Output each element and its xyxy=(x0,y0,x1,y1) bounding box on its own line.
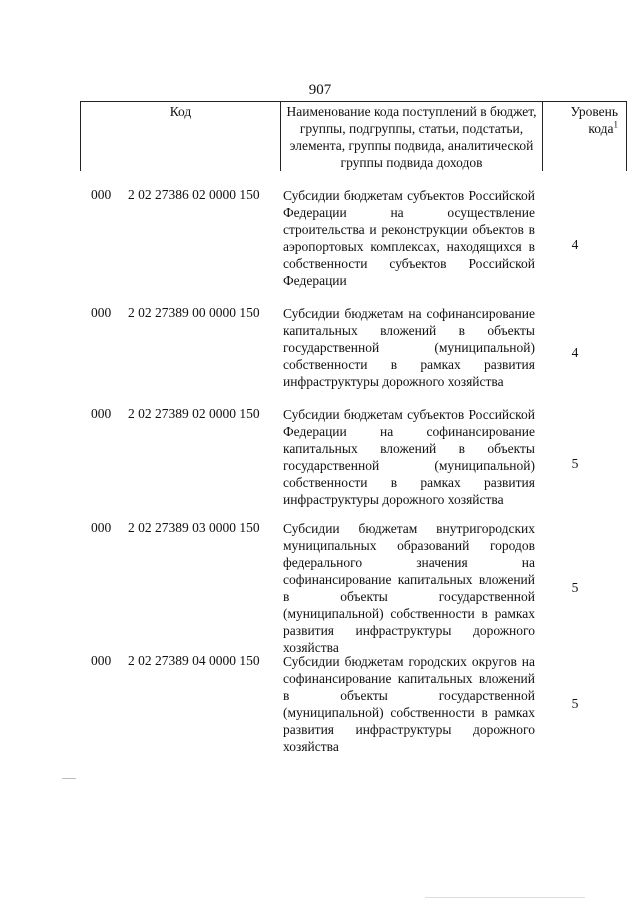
header-level xyxy=(543,102,626,171)
admin-code: 000 xyxy=(91,187,112,202)
level-value: 4 xyxy=(571,345,579,360)
revenue-code: 2 02 27389 02 0000 150 xyxy=(128,406,260,421)
level-value: 5 xyxy=(571,580,579,595)
header-name: Наименование кода поступлений в бюджет, группы, подгруппы, статьи, подстатьи, элемента, группы подвида, аналитической группы подвида доходов xyxy=(281,102,543,171)
level-value: 4 xyxy=(571,237,579,252)
header-code: Код xyxy=(81,102,281,171)
revenue-name: Субсидии бюджетам внутригородских муниципальных образований городов федерального значения на софинансирование капитальных вложений в объекты государственной (муниципальной) собственности в рамках развития инфраструктуры дорожного хозяйства xyxy=(283,521,535,655)
level-value: 5 xyxy=(571,456,579,471)
revenue-code: 2 02 27389 03 0000 150 xyxy=(128,520,260,535)
revenue-name: Субсидии бюджетам субъектов Российской Федерации на софинансирование капитальных вложений в объекты государственной (муниципальной) собственности в рамках развития инфраструктуры дорожного хозяйства xyxy=(283,407,535,507)
header-level-footnote: 1 xyxy=(613,119,618,130)
admin-code: 000 xyxy=(91,520,112,535)
admin-code: 000 xyxy=(91,305,112,320)
header-level-label: Уровень кода xyxy=(570,104,618,136)
revenue-code: 2 02 27386 02 0000 150 xyxy=(128,187,260,202)
table-header xyxy=(80,101,627,171)
admin-code: 000 xyxy=(91,406,112,421)
revenue-name: Субсидии бюджетам на софинансирование капитальных вложений в объекты государственной (муниципальной) собственности в рамках развития инфраструктуры дорожного хозяйства xyxy=(283,306,535,389)
level-value: 5 xyxy=(571,696,579,711)
footer-rule xyxy=(425,897,585,898)
page-number: 907 xyxy=(308,82,332,98)
margin-mark xyxy=(62,778,76,779)
admin-code: 000 xyxy=(91,653,112,668)
revenue-name: Субсидии бюджетам субъектов Российской Федерации на осуществление строительства и реконструкции объектов в аэропортовых комплексах, находящихся в собственности субъектов Российской Федерации xyxy=(283,188,535,288)
revenue-name: Субсидии бюджетам городских округов на софинансирование капитальных вложений в объекты государственной (муниципальной) собственности в рамках развития инфраструктуры дорожного хозяйства xyxy=(283,654,535,754)
revenue-code: 2 02 27389 04 0000 150 xyxy=(128,653,260,668)
revenue-code: 2 02 27389 00 0000 150 xyxy=(128,305,260,320)
